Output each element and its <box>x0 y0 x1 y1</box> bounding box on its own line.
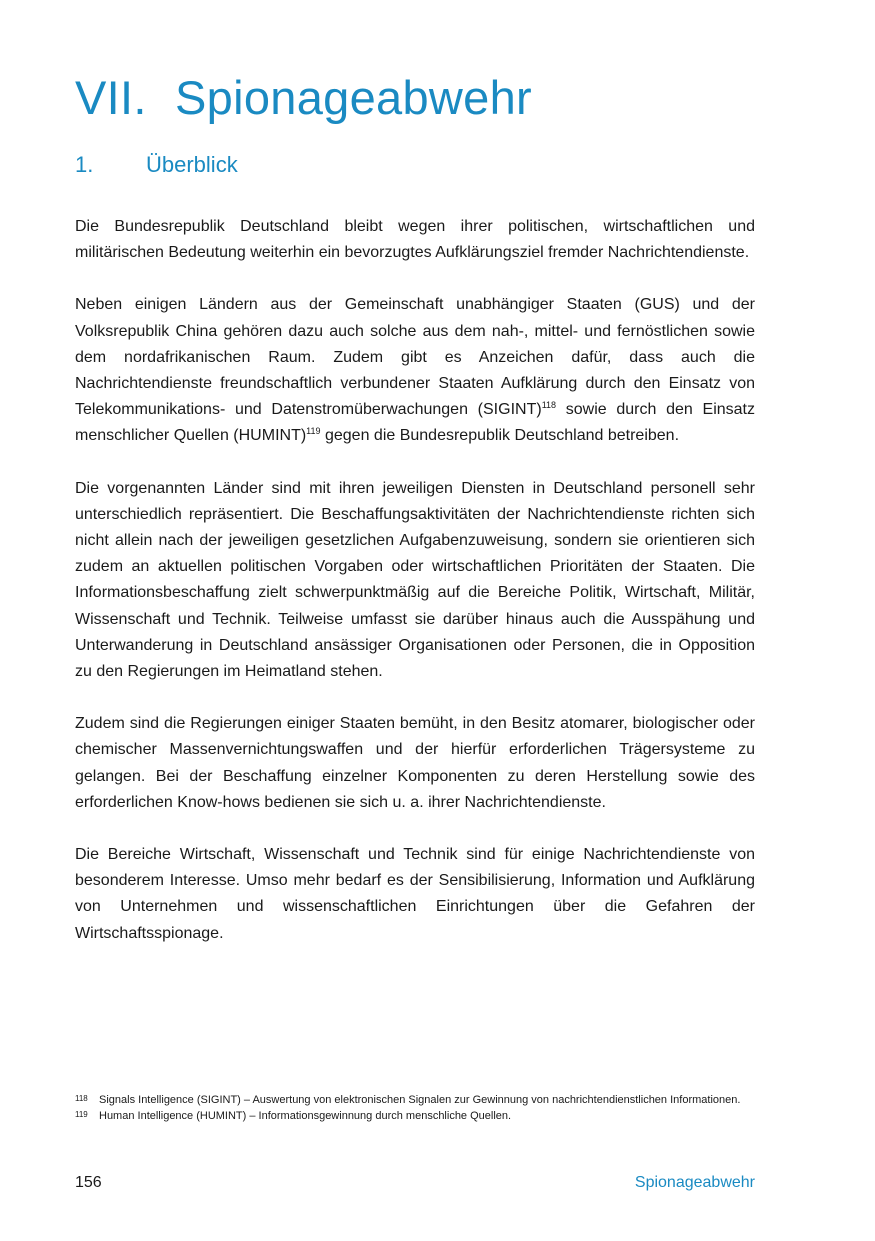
paragraph-3: Die vorgenannten Länder sind mit ihren jeweiligen Diensten in Deutschland personell sehr unterschiedlich repräsentiert. Die Beschaffungsaktivitäten der Nachrichtendienste richten sich nicht allein nach der jeweiligen gesetzlichen Aufgabenzuweisung, sondern sie orientieren sich zudem an aktuellen politischen Vorgaben oder wirtschaftlichen Prioritäten der Staaten. Die Informationsbeschaffung zielt schwerpunktmäßig auf die Bereiche Politik, Wirtschaft, Militär, Wissenschaft und Technik. Teilweise umfasst sie darüber hinaus auch die Ausspähung und Unterwanderung in Deutschland ansässiger Organisationen oder Personen, die in Opposition zu den Regierungen im Heimatland stehen. <box>75 479 755 681</box>
section-title-text: Überblick <box>146 152 238 177</box>
paragraph-5: Die Bereiche Wirtschaft, Wissenschaft und Technik sind für einige Nachrichtendienste von besonderem Interesse. Umso mehr bedarf es der Sensibilisierung, Information und Aufklärung von Unternehmen und wissenschaftlichen Einrichtungen über die Gefahren der Wirtschaftsspionage. <box>75 846 755 942</box>
footnote-number: 119 <box>75 1110 88 1119</box>
footnote-ref-119[interactable]: 119 <box>306 426 321 437</box>
paragraph-2-part-3: gegen die Bundesrepublik Deutschland betreiben. <box>320 427 680 445</box>
page-number: 156 <box>75 1174 102 1191</box>
paragraph-2-part-1: Neben einigen Ländern aus der Gemeinschaft unabhängiger Staaten (GUS) und der Volksrepublik China gehören dazu auch solche aus dem nah-, mittel- und fernöstlichen sowie dem nordafrikanischen Raum. Zudem gibt es Anzeichen dafür, dass auch die Nachrichtendienste freundschaftlich verbundener Staaten Aufklärung durch den Einsatz von Telekommunikations- und Datenstromüberwachungen (SIGINT) <box>75 296 755 419</box>
footnote-118 <box>75 1092 755 1108</box>
page-footer <box>75 1172 755 1194</box>
footnote-text: Human Intelligence (HUMINT) – Informationsgewinnung durch menschliche Quellen. <box>99 1110 512 1122</box>
footnote-119 <box>75 1108 755 1124</box>
footnote-ref-118[interactable]: 118 <box>541 400 557 411</box>
body-text <box>75 214 755 973</box>
footnote-number: 118 <box>75 1094 88 1103</box>
paragraph-4: Zudem sind die Regierungen einiger Staaten bemüht, in den Besitz atomarer, biologischer oder chemischer Massenvernichtungswaffen und der hierfür erforderlichen Trägersysteme zu gelangen. Bei der Beschaffung einzelner Komponenten zu deren Herstellung sowie des erforderlichen Know-hows bedienen sie sich u. a. ihrer Nachrichtendienste. <box>75 715 755 811</box>
paragraph-2 <box>75 292 755 449</box>
section-title <box>75 150 238 180</box>
paragraph-2-part-2: sowie durch den Einsatz menschlicher Quellen (HUMINT) <box>75 401 756 445</box>
section-number: 1. <box>75 152 94 177</box>
chapter-title <box>75 68 532 128</box>
chapter-title-text: Spionageabwehr <box>175 71 532 124</box>
running-title: Spionageabwehr <box>634 1174 755 1191</box>
footnote-text: Signals Intelligence (SIGINT) – Auswertung von elektronischen Signalen zur Gewinnung von nachrichtendienstlichen Informationen. <box>99 1094 741 1106</box>
chapter-number: VII. <box>75 71 147 124</box>
footnotes <box>75 1092 755 1124</box>
paragraph-1: Die Bundesrepublik Deutschland bleibt wegen ihrer politischen, wirtschaftlichen und militärischen Bedeutung weiterhin ein bevorzugtes Aufklärungsziel fremder Nachrichtendienste. <box>75 218 755 262</box>
